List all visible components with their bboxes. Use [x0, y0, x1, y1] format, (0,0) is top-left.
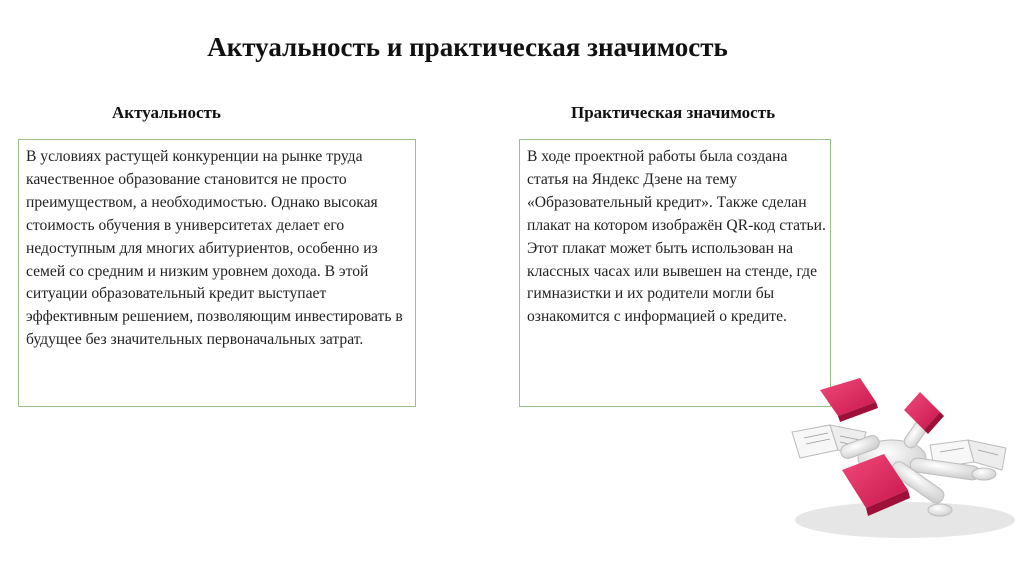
relevance-heading: Актуальность: [112, 103, 221, 122]
practical-significance-heading: Практическая значимость: [571, 103, 776, 122]
person-with-books-icon: [780, 370, 1020, 555]
slide-title: Актуальность и практическая значимость: [207, 32, 728, 62]
red-book-top-right: [904, 392, 944, 434]
relevance-text: В условиях растущей конкуренции на рынке труда качественное образование становится не просто преимуществом, а необходимостью. Однако высокая стоимость обучения в университетах делает его недоступным для многих абитуриентов, особенно из семей со средним и низким уровнем дохода. В этой ситуации образовательный кредит выступает эффективным решением, позволяющим инвестировать в будущее без значительных первоначальных затрат.: [26, 148, 403, 349]
red-book-head: [820, 378, 878, 422]
practical-significance-text: В ходе проектной работы была создана статья на Яндекс Дзене на тему «Образовательный кредит». Также сделан плакат на котором изображён QR-код статьи. Этот плакат может быть использован на классных часах или вывешен на стенде, где гимназистки и их родители могли бы ознакомится с информацией о кредите.: [527, 148, 826, 326]
shadow: [795, 502, 1015, 538]
